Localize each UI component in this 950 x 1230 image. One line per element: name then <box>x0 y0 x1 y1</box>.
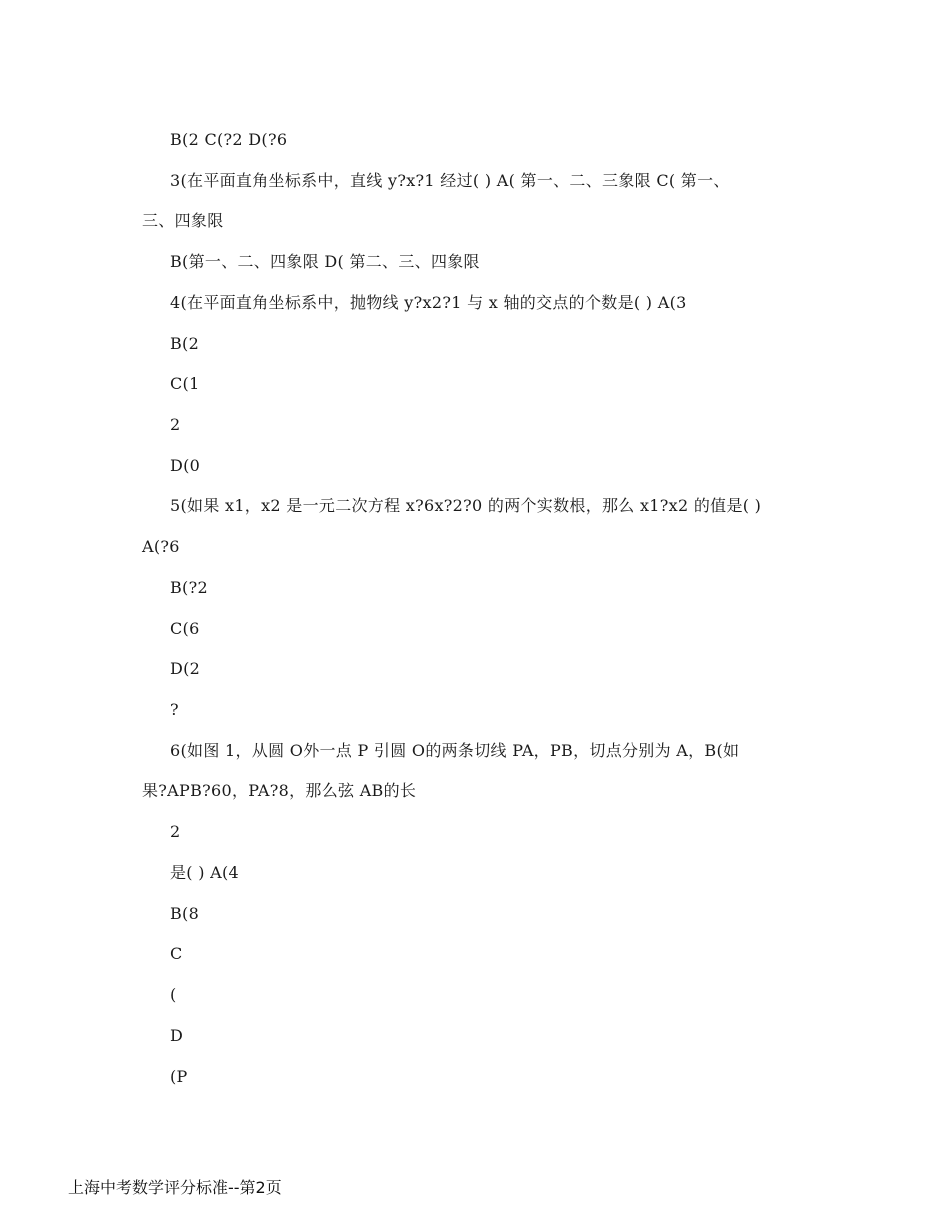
text-line-option-d: D <box>170 1026 184 1045</box>
text-line-question-5: 5(如果 x1，x2 是一元二次方程 x?6x?2?0 的两个实数根，那么 x1?x2 的值是( ) <box>170 496 762 515</box>
text-line-question-3-options: B(第一、二、四象限 D( 第二、三、四象限 <box>170 252 480 271</box>
text-line-option-c: C <box>170 944 183 963</box>
text-line-fragment: 2 <box>170 415 181 434</box>
text-line-option-b: B(?2 <box>170 578 208 597</box>
text-line-question-4: 4(在平面直角坐标系中，抛物线 y?x2?1 与 x 轴的交点的个数是( ) A(3 <box>170 293 687 312</box>
text-line-fragment: 2 <box>170 822 181 841</box>
text-line-fragment: ( <box>170 985 177 1004</box>
text-line-option-b: B(8 <box>170 904 200 923</box>
text-line-question-6: 6(如图 1，从圆 O外一点 P 引圆 O的两条切线 PA，PB，切点分别为 A，B(如 <box>170 741 740 760</box>
text-line-option-d: D(0 <box>170 456 201 475</box>
text-line-option-c: C(1 <box>170 374 200 393</box>
text-line-fragment: ? <box>170 700 179 719</box>
text-line-question-3: 3(在平面直角坐标系中，直线 y?x?1 经过( ) A( 第一、二、三象限 C( 第一、 <box>170 171 730 190</box>
text-line-option-b: B(2 <box>170 334 200 353</box>
page-footer: 上海中考数学评分标准--第2页 <box>68 1178 282 1197</box>
text-line-fragment: (P <box>170 1067 188 1086</box>
text-line-option-c: C(6 <box>170 619 200 638</box>
text-line-options-b-c-d: B(2 C(?2 D(?6 <box>170 130 288 149</box>
text-line-option-a: A(?6 <box>142 537 180 556</box>
text-line-option-d: D(2 <box>170 659 201 678</box>
text-line-question-6-stem: 是( ) A(4 <box>170 863 240 882</box>
text-line-question-6-cont: 果?APB?60，PA?8，那么弦 AB的长 <box>142 781 417 800</box>
text-line-question-3-cont: 三、四象限 <box>142 211 224 230</box>
